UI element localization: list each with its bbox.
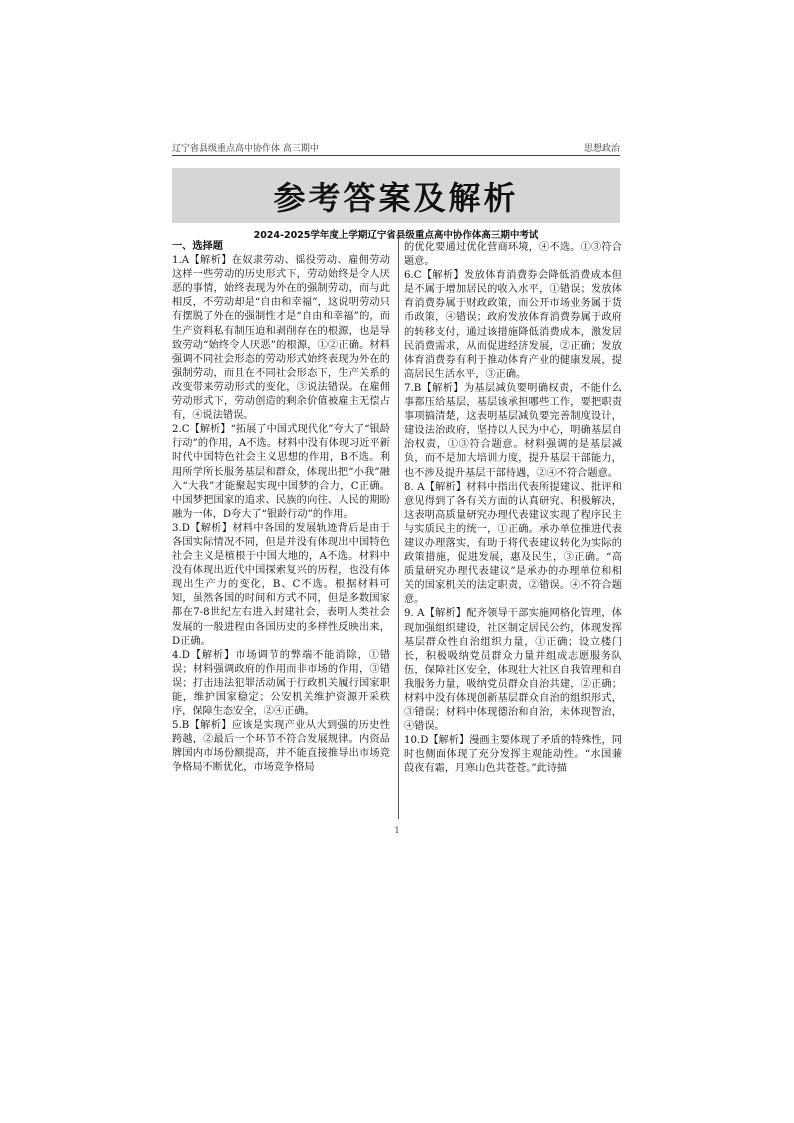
answer-item: 5.B【解析】应该是实现产业从大到强的历史性跨越，②最后一个环节不符合发展规律。内资品牌国内市场份额提高，并不能直接推导出市场竞争格局不断优化，市场竞争格局 <box>172 720 390 774</box>
answer-item: 4.D【解析】市场调节的弊端不能消除，①错误；材料强调政府的作用而非市场的作用，③错误；打击违法犯罪活动属于行政机关履行国家职能，维护国家稳定；公安机关维护资源开采秩序，保障生态安全，②④正确。 <box>172 649 390 718</box>
exam-subtitle: 2024-2025学年度上学期辽宁省县级重点高中协作体高三期中考试 <box>253 230 539 241</box>
page-title: 参考答案及解析 <box>273 178 519 217</box>
right-column <box>404 241 622 777</box>
answer-item: 的优化要通过优化营商环境，④不选。①③符合题意。 <box>404 242 622 268</box>
answer-item: 3.D【解析】材料中各国的发展轨迹背后是由于各国实际情况不同，但是并没有体现出中国特色社会主义是植根于中国大地的，A不选。材料中没有体现出近代中国探索复兴的历程，也没有体现出生产力的变化，B、C不选。根据材料可知，虽然各国的时间和方式不同，但是多数国家都在7-8世纪左右进入封建社会，表明人类社会发展的一般进程由各国历史的多样性反映出来，D正确。 <box>172 522 390 647</box>
answer-item: 7.B【解析】为基层减负要明确权责，不能什么事都压给基层，基层该承担哪些工作，要把职责事项搞清楚，这表明基层减负要完善制度设计，建设法治政府，坚持以人民为中心，明确基层自治权责，①③符合题意。材料强调的是基层减负，而不是加大培训力度，提升基层干部能力，也不涉及提升基层干部待遇，②④不符合题意。 <box>404 382 622 479</box>
answer-item: 1.A【解析】在奴隶劳动、徭役劳动、雇佣劳动这样一些劳动的历史形式下，劳动始终是令人厌恶的事情，始终表现为外在的强制劳动，而与此相反，不劳动却是“自由和幸福”，这说明劳动只有摆脱了外在的强制性才是“自由和幸福”的，而生产资料私有制压迫和剥削存在的根源，也是导致劳动“始终令人厌恶”的根源，①②正确。材料强调不同社会形态的劳动形式始终表现为外在的强制劳动，而且在不同社会形态下，生产关系的改变带来劳动形式的变化，③说法错误。在雇佣劳动形式下，劳动创造的剩余价值被雇主无偿占有，④说法错误。 <box>172 255 390 422</box>
answer-item: 2.C【解析】“拓展了中国式现代化”夸大了“银龄行动”的作用，A不选。材料中没有体现习近平新时代中国特色社会主义思想的作用，B不选。利用所学所长服务基层和群众，体现出把“小我”融入“大我”才能聚起实现中国梦的合力，C正确。中国梦把国家的追求、民族的向往、人民的期盼融为一体，D夸大了“银龄行动”的作用。 <box>172 424 390 520</box>
left-column <box>172 240 390 776</box>
title-banner <box>172 168 620 223</box>
header-left-text: 辽宁省县级重点高中协作体 高三期中 <box>172 144 319 154</box>
header-right-text: 思想政治 <box>583 144 620 154</box>
column-divider <box>398 239 399 819</box>
page-number: 1 <box>394 826 400 835</box>
header-divider <box>172 155 620 156</box>
answer-item: 8. A【解析】材料中指出代表所提建议、批评和意见得到了各有关方面的认真研究、积极解决，这表明高质量研究办理代表建议实现了程序民主与实质民主的统一，①正确。承办单位推进代表建议办理落实，有助于将代表建议转化为实际的政策措施，促进发展，惠及民生，③正确。“高质量研究办理代表建议”是承办的办理单位和相关的国家机关的法定职责，②错误。④不符合题意。 <box>404 481 622 606</box>
answer-item: 6.C【解析】发放体育消费券会降低消费成本但是不属于增加居民的收入水平，①错误；发放体育消费券属于财政政策，而公开市场业务属于货币政策，④错误；政府发放体育消费券属于政府的转移支付，通过该措施降低消费成本，激发居民消费需求，从而促进经济发展，②正确；发放体育消费券有利于推动体育产业的健康发展，提高居民生活水平，③正确。 <box>404 270 622 380</box>
answer-item: 9. A【解析】配齐领导干部实施网格化管理，体现加强组织建设，社区制定居民公约，体现发挥基层群众性自治组织力量，①正确；设立楼门长，积极吸纳党员群众力量并组成志愿服务队伍，保障社区安全，体现壮大社区自我管理和自我服务力量，吸纳党员群众自治共建，②正确；材料中没有体现创新基层群众自治的组织形式，③错误；材料中体现德治和自治，未体现智治，④错误。 <box>404 608 622 733</box>
answer-item: 10.D【解析】漫画主要体现了矛盾的特殊性，同时也侧面体现了充分发挥主观能动性。“水国蒹葭夜有霜，月寒山色共苍苍。”此诗描 <box>404 735 622 775</box>
section-title: 一、选择题 <box>172 241 223 252</box>
